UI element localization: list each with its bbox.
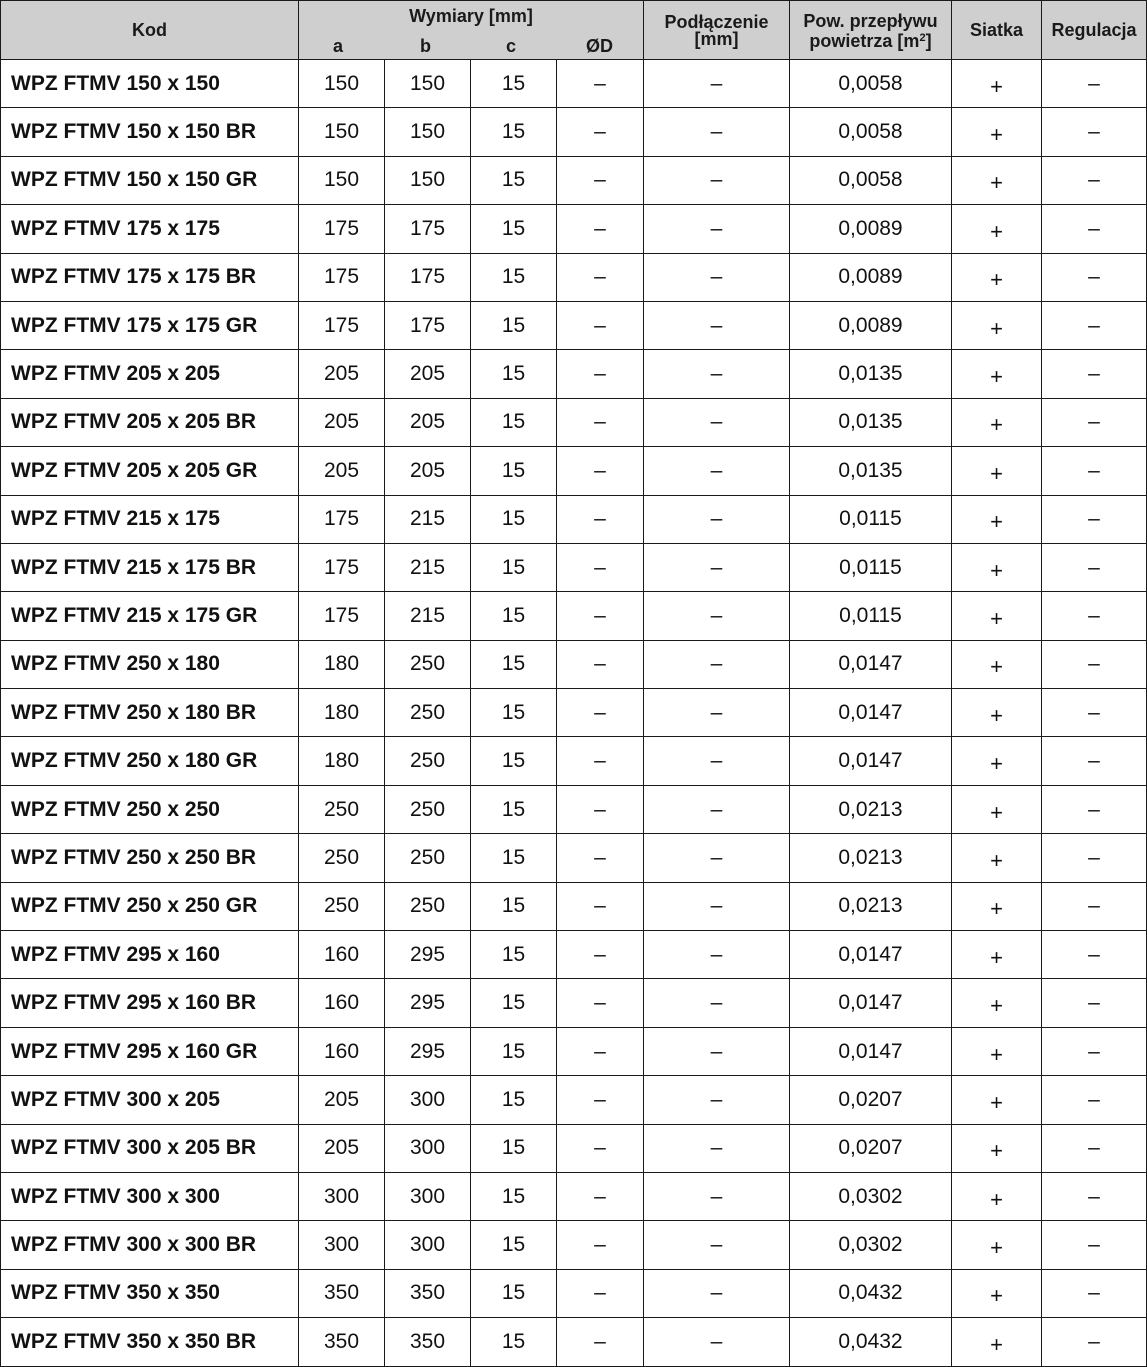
- airflow-area-cell: 0,0213: [790, 882, 952, 930]
- connection-cell: –: [644, 1318, 790, 1366]
- table-row: [1, 205, 1147, 253]
- c-cell: 15: [471, 882, 557, 930]
- b-cell: 300: [385, 1124, 471, 1172]
- mesh-cell: +: [952, 350, 1042, 398]
- a-cell: 150: [299, 156, 385, 204]
- a-cell: 205: [299, 1124, 385, 1172]
- c-cell: 15: [471, 1269, 557, 1317]
- connection-cell: –: [644, 1027, 790, 1075]
- regulation-cell: –: [1042, 108, 1147, 156]
- connection-cell: –: [644, 301, 790, 349]
- regulation-cell: –: [1042, 1124, 1147, 1172]
- airflow-area-cell: 0,0147: [790, 979, 952, 1027]
- connection-cell: –: [644, 737, 790, 785]
- mesh-cell: +: [952, 1318, 1042, 1366]
- header-regulacja: Regulacja: [1042, 1, 1147, 60]
- regulation-cell: –: [1042, 60, 1147, 108]
- mesh-cell: +: [952, 1124, 1042, 1172]
- c-cell: 15: [471, 253, 557, 301]
- regulation-cell: –: [1042, 689, 1147, 737]
- b-cell: 205: [385, 447, 471, 495]
- code-cell: WPZ FTMV 205 x 205 GR: [1, 447, 299, 495]
- od-cell: –: [557, 205, 644, 253]
- mesh-cell: +: [952, 447, 1042, 495]
- a-cell: 350: [299, 1269, 385, 1317]
- b-cell: 250: [385, 785, 471, 833]
- od-cell: –: [557, 882, 644, 930]
- code-cell: WPZ FTMV 175 x 175 BR: [1, 253, 299, 301]
- mesh-cell: +: [952, 882, 1042, 930]
- airflow-area-cell: 0,0147: [790, 640, 952, 688]
- od-cell: –: [557, 1124, 644, 1172]
- airflow-area-cell: 0,0147: [790, 931, 952, 979]
- table-row: [1, 350, 1147, 398]
- regulation-cell: –: [1042, 447, 1147, 495]
- b-cell: 295: [385, 1027, 471, 1075]
- regulation-cell: –: [1042, 350, 1147, 398]
- a-cell: 250: [299, 834, 385, 882]
- od-cell: –: [557, 785, 644, 833]
- c-cell: 15: [471, 543, 557, 591]
- code-cell: WPZ FTMV 300 x 205 BR: [1, 1124, 299, 1172]
- regulation-cell: –: [1042, 398, 1147, 446]
- b-cell: 300: [385, 1221, 471, 1269]
- od-cell: –: [557, 253, 644, 301]
- b-cell: 250: [385, 640, 471, 688]
- od-cell: –: [557, 350, 644, 398]
- regulation-cell: –: [1042, 156, 1147, 204]
- airflow-area-cell: 0,0302: [790, 1221, 952, 1269]
- connection-cell: –: [644, 979, 790, 1027]
- code-cell: WPZ FTMV 350 x 350: [1, 1269, 299, 1317]
- airflow-area-cell: 0,0213: [790, 834, 952, 882]
- code-cell: WPZ FTMV 295 x 160: [1, 931, 299, 979]
- airflow-area-cell: 0,0135: [790, 447, 952, 495]
- header-podlaczenie-line2: [mm]: [694, 29, 739, 49]
- od-cell: –: [557, 1221, 644, 1269]
- mesh-cell: +: [952, 495, 1042, 543]
- c-cell: 15: [471, 301, 557, 349]
- code-cell: WPZ FTMV 175 x 175 GR: [1, 301, 299, 349]
- table-row: [1, 737, 1147, 785]
- connection-cell: –: [644, 447, 790, 495]
- airflow-area-cell: 0,0115: [790, 495, 952, 543]
- c-cell: 15: [471, 447, 557, 495]
- code-cell: WPZ FTMV 295 x 160 GR: [1, 1027, 299, 1075]
- table-row: [1, 301, 1147, 349]
- od-cell: –: [557, 108, 644, 156]
- table-header: [1, 1, 1147, 60]
- regulation-cell: –: [1042, 1076, 1147, 1124]
- regulation-cell: –: [1042, 1027, 1147, 1075]
- code-cell: WPZ FTMV 215 x 175 GR: [1, 592, 299, 640]
- c-cell: 15: [471, 834, 557, 882]
- c-cell: 15: [471, 931, 557, 979]
- od-cell: –: [557, 543, 644, 591]
- mesh-cell: +: [952, 640, 1042, 688]
- mesh-cell: +: [952, 60, 1042, 108]
- header-siatka: Siatka: [952, 1, 1042, 60]
- c-cell: 15: [471, 205, 557, 253]
- od-cell: –: [557, 447, 644, 495]
- code-cell: WPZ FTMV 300 x 300 BR: [1, 1221, 299, 1269]
- mesh-cell: +: [952, 1027, 1042, 1075]
- a-cell: 175: [299, 253, 385, 301]
- c-cell: 15: [471, 156, 557, 204]
- code-cell: WPZ FTMV 150 x 150 GR: [1, 156, 299, 204]
- connection-cell: –: [644, 1124, 790, 1172]
- od-cell: –: [557, 301, 644, 349]
- regulation-cell: –: [1042, 495, 1147, 543]
- airflow-area-cell: 0,0115: [790, 543, 952, 591]
- table-row: [1, 495, 1147, 543]
- regulation-cell: –: [1042, 834, 1147, 882]
- code-cell: WPZ FTMV 250 x 250: [1, 785, 299, 833]
- airflow-area-cell: 0,0089: [790, 205, 952, 253]
- b-cell: 215: [385, 495, 471, 543]
- c-cell: 15: [471, 350, 557, 398]
- a-cell: 300: [299, 1172, 385, 1220]
- b-cell: 250: [385, 882, 471, 930]
- code-cell: WPZ FTMV 150 x 150 BR: [1, 108, 299, 156]
- table-row: [1, 1318, 1147, 1366]
- header-pow-line2-text: powietrza [m: [809, 30, 920, 51]
- od-cell: –: [557, 1269, 644, 1317]
- airflow-area-cell: 0,0115: [790, 592, 952, 640]
- a-cell: 205: [299, 350, 385, 398]
- header-kod: Kod: [1, 1, 299, 60]
- od-cell: –: [557, 60, 644, 108]
- code-cell: WPZ FTMV 215 x 175: [1, 495, 299, 543]
- c-cell: 15: [471, 640, 557, 688]
- airflow-area-cell: 0,0135: [790, 398, 952, 446]
- connection-cell: –: [644, 1076, 790, 1124]
- mesh-cell: +: [952, 834, 1042, 882]
- code-cell: WPZ FTMV 295 x 160 BR: [1, 979, 299, 1027]
- od-cell: –: [557, 931, 644, 979]
- code-cell: WPZ FTMV 205 x 205: [1, 350, 299, 398]
- airflow-area-cell: 0,0207: [790, 1076, 952, 1124]
- b-cell: 250: [385, 737, 471, 785]
- a-cell: 175: [299, 205, 385, 253]
- od-cell: –: [557, 1027, 644, 1075]
- regulation-cell: –: [1042, 592, 1147, 640]
- airflow-area-cell: 0,0302: [790, 1172, 952, 1220]
- code-cell: WPZ FTMV 205 x 205 BR: [1, 398, 299, 446]
- header-pow-przeplywu: [790, 1, 952, 60]
- od-cell: –: [557, 1318, 644, 1366]
- b-cell: 150: [385, 60, 471, 108]
- connection-cell: –: [644, 495, 790, 543]
- od-cell: –: [557, 592, 644, 640]
- connection-cell: –: [644, 108, 790, 156]
- a-cell: 250: [299, 882, 385, 930]
- header-a: a: [333, 36, 344, 56]
- regulation-cell: –: [1042, 1318, 1147, 1366]
- code-cell: WPZ FTMV 250 x 250 BR: [1, 834, 299, 882]
- od-cell: –: [557, 979, 644, 1027]
- b-cell: 175: [385, 301, 471, 349]
- airflow-area-cell: 0,0207: [790, 1124, 952, 1172]
- airflow-area-cell: 0,0135: [790, 350, 952, 398]
- connection-cell: –: [644, 398, 790, 446]
- connection-cell: –: [644, 60, 790, 108]
- connection-cell: –: [644, 931, 790, 979]
- connection-cell: –: [644, 592, 790, 640]
- connection-cell: –: [644, 205, 790, 253]
- code-cell: WPZ FTMV 300 x 300: [1, 1172, 299, 1220]
- connection-cell: –: [644, 156, 790, 204]
- connection-cell: –: [644, 1221, 790, 1269]
- table-row: [1, 882, 1147, 930]
- code-cell: WPZ FTMV 250 x 250 GR: [1, 882, 299, 930]
- a-cell: 180: [299, 640, 385, 688]
- table-row: [1, 1172, 1147, 1220]
- c-cell: 15: [471, 1124, 557, 1172]
- connection-cell: –: [644, 350, 790, 398]
- od-cell: –: [557, 495, 644, 543]
- a-cell: 350: [299, 1318, 385, 1366]
- table-row: [1, 785, 1147, 833]
- a-cell: 300: [299, 1221, 385, 1269]
- mesh-cell: +: [952, 108, 1042, 156]
- code-cell: WPZ FTMV 300 x 205: [1, 1076, 299, 1124]
- airflow-area-cell: 0,0147: [790, 737, 952, 785]
- table-row: [1, 398, 1147, 446]
- header-podlaczenie-line1: Podłączenie: [664, 12, 769, 32]
- header-pow-line2-close: ]: [925, 30, 932, 51]
- regulation-cell: –: [1042, 543, 1147, 591]
- airflow-area-cell: 0,0089: [790, 301, 952, 349]
- table-row: [1, 979, 1147, 1027]
- mesh-cell: +: [952, 253, 1042, 301]
- a-cell: 160: [299, 979, 385, 1027]
- code-cell: WPZ FTMV 250 x 180: [1, 640, 299, 688]
- header-c: c: [506, 36, 517, 56]
- c-cell: 15: [471, 1076, 557, 1124]
- mesh-cell: +: [952, 931, 1042, 979]
- regulation-cell: –: [1042, 1172, 1147, 1220]
- a-cell: 175: [299, 495, 385, 543]
- regulation-cell: –: [1042, 253, 1147, 301]
- table-row: [1, 1269, 1147, 1317]
- header-od: ØD: [586, 36, 613, 56]
- a-cell: 180: [299, 689, 385, 737]
- regulation-cell: –: [1042, 931, 1147, 979]
- connection-cell: –: [644, 834, 790, 882]
- header-podlaczenie: [644, 1, 790, 60]
- c-cell: 15: [471, 495, 557, 543]
- regulation-cell: –: [1042, 882, 1147, 930]
- airflow-area-cell: 0,0432: [790, 1318, 952, 1366]
- b-cell: 205: [385, 350, 471, 398]
- c-cell: 15: [471, 1221, 557, 1269]
- a-cell: 150: [299, 60, 385, 108]
- regulation-cell: –: [1042, 785, 1147, 833]
- b-cell: 215: [385, 543, 471, 591]
- table-row: [1, 253, 1147, 301]
- header-b: b: [420, 36, 431, 56]
- od-cell: –: [557, 1076, 644, 1124]
- header-pow-line2: [790, 30, 951, 50]
- a-cell: 250: [299, 785, 385, 833]
- mesh-cell: +: [952, 1172, 1042, 1220]
- mesh-cell: +: [952, 156, 1042, 204]
- od-cell: –: [557, 834, 644, 882]
- airflow-area-cell: 0,0147: [790, 689, 952, 737]
- airflow-area-cell: 0,0147: [790, 1027, 952, 1075]
- header-wymiary-title: Wymiary [mm]: [409, 6, 533, 26]
- header-pow-line1: Pow. przepływu: [803, 10, 938, 31]
- airflow-area-cell: 0,0058: [790, 60, 952, 108]
- c-cell: 15: [471, 398, 557, 446]
- header-pow-superscript: 2: [919, 31, 926, 44]
- table-row: [1, 1221, 1147, 1269]
- table-row: [1, 1076, 1147, 1124]
- table-row: [1, 1124, 1147, 1172]
- regulation-cell: –: [1042, 737, 1147, 785]
- table-row: [1, 156, 1147, 204]
- code-cell: WPZ FTMV 150 x 150: [1, 60, 299, 108]
- connection-cell: –: [644, 785, 790, 833]
- table-row: [1, 108, 1147, 156]
- mesh-cell: +: [952, 1269, 1042, 1317]
- od-cell: –: [557, 156, 644, 204]
- c-cell: 15: [471, 108, 557, 156]
- a-cell: 160: [299, 1027, 385, 1075]
- regulation-cell: –: [1042, 979, 1147, 1027]
- a-cell: 175: [299, 301, 385, 349]
- c-cell: 15: [471, 979, 557, 1027]
- b-cell: 175: [385, 253, 471, 301]
- table-row: [1, 447, 1147, 495]
- table-row: [1, 689, 1147, 737]
- c-cell: 15: [471, 737, 557, 785]
- b-cell: 150: [385, 108, 471, 156]
- od-cell: –: [557, 640, 644, 688]
- b-cell: 350: [385, 1269, 471, 1317]
- mesh-cell: +: [952, 205, 1042, 253]
- a-cell: 205: [299, 398, 385, 446]
- b-cell: 175: [385, 205, 471, 253]
- code-cell: WPZ FTMV 250 x 180 BR: [1, 689, 299, 737]
- a-cell: 175: [299, 543, 385, 591]
- b-cell: 250: [385, 689, 471, 737]
- mesh-cell: +: [952, 1076, 1042, 1124]
- mesh-cell: +: [952, 979, 1042, 1027]
- b-cell: 205: [385, 398, 471, 446]
- od-cell: –: [557, 398, 644, 446]
- b-cell: 150: [385, 156, 471, 204]
- connection-cell: –: [644, 253, 790, 301]
- table-row: [1, 592, 1147, 640]
- c-cell: 15: [471, 1172, 557, 1220]
- regulation-cell: –: [1042, 205, 1147, 253]
- c-cell: 15: [471, 1318, 557, 1366]
- connection-cell: –: [644, 689, 790, 737]
- c-cell: 15: [471, 689, 557, 737]
- code-cell: WPZ FTMV 215 x 175 BR: [1, 543, 299, 591]
- a-cell: 150: [299, 108, 385, 156]
- c-cell: 15: [471, 60, 557, 108]
- mesh-cell: +: [952, 1221, 1042, 1269]
- od-cell: –: [557, 689, 644, 737]
- mesh-cell: +: [952, 398, 1042, 446]
- a-cell: 205: [299, 1076, 385, 1124]
- b-cell: 300: [385, 1172, 471, 1220]
- header-wymiary: [299, 1, 644, 60]
- airflow-area-cell: 0,0432: [790, 1269, 952, 1317]
- code-cell: WPZ FTMV 350 x 350 BR: [1, 1318, 299, 1366]
- b-cell: 300: [385, 1076, 471, 1124]
- a-cell: 175: [299, 592, 385, 640]
- c-cell: 15: [471, 785, 557, 833]
- airflow-area-cell: 0,0058: [790, 108, 952, 156]
- regulation-cell: –: [1042, 1269, 1147, 1317]
- mesh-cell: +: [952, 543, 1042, 591]
- table-row: [1, 834, 1147, 882]
- table-body: [1, 60, 1147, 1367]
- od-cell: –: [557, 1172, 644, 1220]
- a-cell: 205: [299, 447, 385, 495]
- connection-cell: –: [644, 882, 790, 930]
- table-row: [1, 931, 1147, 979]
- code-cell: WPZ FTMV 250 x 180 GR: [1, 737, 299, 785]
- b-cell: 295: [385, 979, 471, 1027]
- table-row: [1, 640, 1147, 688]
- code-cell: WPZ FTMV 175 x 175: [1, 205, 299, 253]
- regulation-cell: –: [1042, 640, 1147, 688]
- airflow-area-cell: 0,0089: [790, 253, 952, 301]
- mesh-cell: +: [952, 301, 1042, 349]
- mesh-cell: +: [952, 737, 1042, 785]
- regulation-cell: –: [1042, 301, 1147, 349]
- airflow-area-cell: 0,0058: [790, 156, 952, 204]
- table-row: [1, 543, 1147, 591]
- connection-cell: –: [644, 640, 790, 688]
- connection-cell: –: [644, 1172, 790, 1220]
- table-row: [1, 60, 1147, 108]
- regulation-cell: –: [1042, 1221, 1147, 1269]
- airflow-area-cell: 0,0213: [790, 785, 952, 833]
- c-cell: 15: [471, 1027, 557, 1075]
- od-cell: –: [557, 737, 644, 785]
- c-cell: 15: [471, 592, 557, 640]
- a-cell: 160: [299, 931, 385, 979]
- table-row: [1, 1027, 1147, 1075]
- connection-cell: –: [644, 1269, 790, 1317]
- b-cell: 250: [385, 834, 471, 882]
- b-cell: 350: [385, 1318, 471, 1366]
- a-cell: 180: [299, 737, 385, 785]
- mesh-cell: +: [952, 592, 1042, 640]
- mesh-cell: +: [952, 689, 1042, 737]
- connection-cell: –: [644, 543, 790, 591]
- mesh-cell: +: [952, 785, 1042, 833]
- b-cell: 215: [385, 592, 471, 640]
- b-cell: 295: [385, 931, 471, 979]
